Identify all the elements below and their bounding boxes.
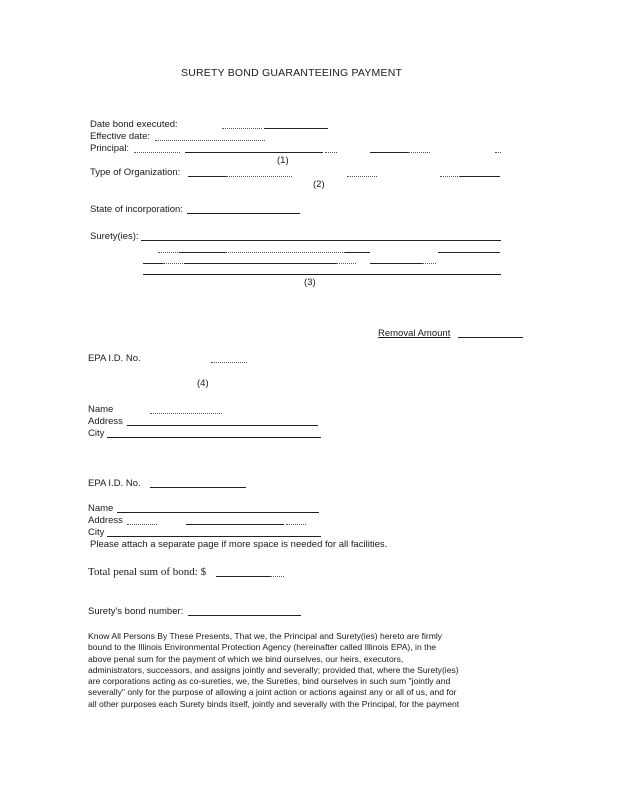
city-1-label: City: [88, 428, 105, 439]
address-2-dotted: [127, 524, 157, 525]
sureties-field-2c[interactable]: [438, 252, 500, 253]
type-org-dotted-2: [347, 176, 377, 177]
note-1: (1): [277, 155, 289, 166]
name-1-label: Name: [88, 404, 114, 415]
penal-sum-label: Total penal sum of bond: $: [88, 566, 207, 578]
paragraph-line: severally" only for the purpose of allowing a joint action or actions against any or all of us, and for: [88, 687, 457, 698]
name-2-label: Name: [88, 503, 114, 514]
sureties-field-4[interactable]: [143, 274, 501, 275]
sureties-dotted-2: [225, 252, 345, 253]
sureties-field-3a[interactable]: [143, 263, 163, 264]
type-org-dotted-3: [440, 176, 460, 177]
principal-dotted-4: [495, 152, 501, 153]
sureties-field-2b[interactable]: [345, 252, 370, 253]
note-3: (3): [304, 277, 316, 288]
note-2: (2): [313, 179, 325, 190]
principal-label: Principal:: [90, 143, 130, 154]
effective-date-label: Effective date:: [90, 131, 151, 142]
sureties-dotted-5: [422, 263, 436, 264]
principal-field-2[interactable]: [370, 152, 408, 153]
principal-dotted-3: [408, 152, 430, 153]
removal-amount-field[interactable]: [458, 337, 523, 338]
type-org-field-2[interactable]: [460, 176, 500, 177]
city-2-field[interactable]: [107, 536, 321, 537]
sureties-field-3c[interactable]: [370, 263, 422, 264]
date-executed-dotted: [222, 128, 262, 129]
address-1-field[interactable]: [127, 425, 318, 426]
sureties-field-1[interactable]: [141, 240, 501, 241]
address-2-label: Address: [88, 515, 123, 526]
sureties-field-3b[interactable]: [184, 263, 336, 264]
epa-id-1-label: EPA I.D. No.: [88, 353, 141, 364]
paragraph-line: bound to the Illinois Environmental Protection Agency (hereinafter called Illinois EPA), in the: [88, 642, 437, 653]
surety-bond-number-label: Surety's bond number:: [88, 606, 184, 617]
name-2-field[interactable]: [117, 512, 319, 513]
address-2-field[interactable]: [186, 524, 284, 525]
address-2-dotted-2: [286, 524, 306, 525]
principal-dotted-1: [134, 152, 180, 153]
city-2-label: City: [88, 527, 105, 538]
paragraph-line: Know All Persons By These Presents, That we, the Principal and Surety(ies) hereto are firmly: [88, 631, 443, 641]
paragraph-line: above penal sum for the payment of which we bind ourselves, our heirs, executors,: [88, 653, 404, 664]
attach-note: Please attach a separate page if more space is needed for all facilities.: [90, 539, 388, 550]
epa-id-1-field[interactable]: [211, 362, 247, 363]
sureties-dotted-1: [158, 252, 178, 253]
date-executed-label: Date bond executed:: [90, 119, 178, 130]
date-executed-field[interactable]: [264, 128, 328, 129]
name-1-field[interactable]: [150, 413, 222, 414]
removal-amount-label: Removal Amount: [378, 328, 451, 339]
effective-date-field[interactable]: [155, 140, 265, 141]
type-org-dotted: [226, 176, 292, 177]
address-1-label: Address: [88, 416, 123, 427]
sureties-label: Surety(ies):: [90, 231, 139, 242]
principal-dotted-2: [325, 152, 337, 153]
bond-paragraph: [88, 631, 528, 710]
epa-id-2-label: EPA I.D. No.: [88, 478, 141, 489]
type-org-label: Type of Organization:: [90, 167, 181, 178]
penal-sum-field[interactable]: [216, 576, 270, 577]
paragraph-line: administrators, successors, and assigns jointly and severally; provided that, where the Surety(ies): [88, 664, 459, 675]
type-org-field[interactable]: [188, 176, 226, 177]
principal-name-field[interactable]: [185, 152, 323, 153]
epa-id-2-field[interactable]: [150, 487, 246, 488]
sureties-dotted-4: [336, 263, 356, 264]
page-title: SURETY BOND GUARANTEEING PAYMENT: [181, 67, 403, 79]
city-1-field[interactable]: [107, 437, 321, 438]
penal-sum-dotted: [270, 576, 284, 577]
paragraph-line: are corporations acting as co-sureties, we, the Sureties, bind ourselves in such sum "jointly and: [88, 676, 451, 687]
note-4: (4): [197, 378, 209, 389]
state-inc-label: State of incorporation:: [90, 204, 183, 215]
surety-bond-number-field[interactable]: [188, 615, 301, 616]
state-inc-field[interactable]: [187, 213, 300, 214]
sureties-field-2a[interactable]: [179, 252, 225, 253]
paragraph-line: all other purposes each Surety binds itself, jointly and severally with the Principal, for the payment: [88, 698, 460, 709]
sureties-dotted-3: [163, 263, 183, 264]
